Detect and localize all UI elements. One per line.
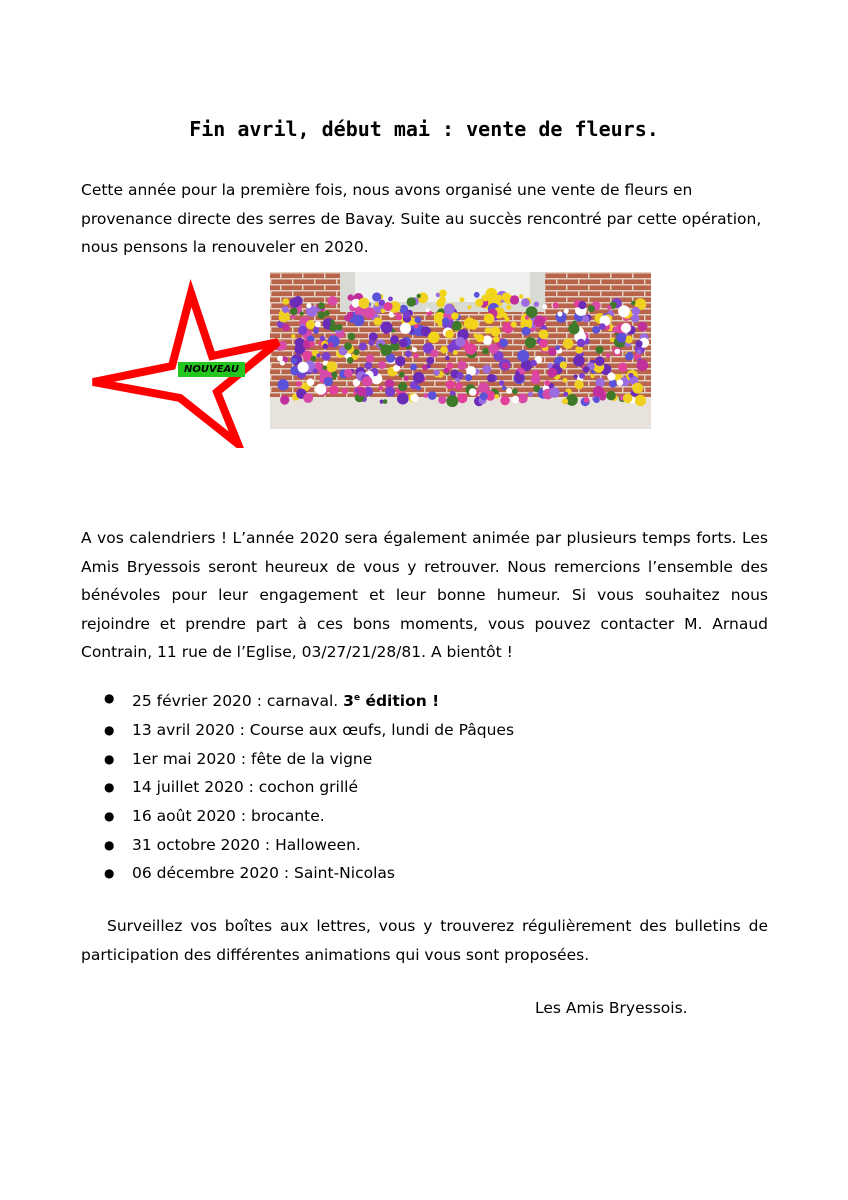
nouveau-badge: NOUVEAU: [178, 362, 245, 377]
page-title: Fin avril, début mai : vente de fleurs.: [189, 117, 659, 141]
event-item: [104, 773, 514, 802]
event-text: 16 août 2020 : brocante.: [132, 806, 325, 825]
event-item: [104, 859, 514, 888]
signature: Les Amis Bryessois.: [535, 999, 688, 1017]
event-item: [104, 745, 514, 774]
bullet-icon: ●: [104, 751, 115, 766]
bullet-icon: ●: [104, 808, 115, 823]
event-item: [104, 831, 514, 860]
edition-label: édition !: [360, 692, 440, 711]
bullet-icon: ●: [104, 722, 115, 737]
event-text: 13 avril 2020 : Course aux œufs, lundi de Pâques: [132, 720, 515, 739]
event-text: 31 octobre 2020 : Halloween.: [132, 835, 361, 854]
event-text: 06 décembre 2020 : Saint-Nicolas: [132, 864, 395, 883]
closing-paragraph: Surveillez vos boîtes aux lettres, vous y trouverez régulièrement des bulletins de participation des différentes animations qui vous sont proposées.: [81, 917, 768, 964]
bullet-icon: ●: [104, 837, 115, 852]
bullet-icon: ●: [104, 691, 115, 705]
events-list: [104, 684, 514, 888]
event-text: 25 février 2020 : carnaval.: [132, 692, 344, 711]
edition-superscript: e: [353, 693, 361, 703]
event-text: 1er mai 2020 : fête de la vigne: [132, 749, 373, 768]
event-item: [104, 684, 514, 716]
flower-figure: [88, 268, 652, 446]
event-text: 14 juillet 2020 : cochon grillé: [132, 778, 359, 797]
bullet-icon: ●: [104, 780, 115, 795]
event-item: [104, 802, 514, 831]
intro-paragraph: Cette année pour la première fois, nous avons organisé une vente de fleurs en provenance directe des serres de Bavay. Suite au succès rencontré par cette opération, nous pensons la renouveler en 2020.: [81, 181, 762, 257]
calendar-paragraph: A vos calendriers ! L’année 2020 sera également animée par plusieurs temps forts. Les Amis Bryessois seront heureux de vous y retrouver. Nous remercions l’ensemble des bénévoles pour leur engagement et leur bonne humeur. Si vous souhaitez nous rejoindre et prendre part à ces bons moments, vous pouvez contacter M. Arnaud Contrain, 11 rue de l’Eglise, 03/27/21/28/81. A bientôt !: [81, 529, 768, 662]
event-item: [104, 716, 514, 745]
bullet-icon: ●: [104, 866, 115, 881]
edition-number: 3: [343, 692, 354, 711]
flower-box-photo: [270, 272, 651, 429]
